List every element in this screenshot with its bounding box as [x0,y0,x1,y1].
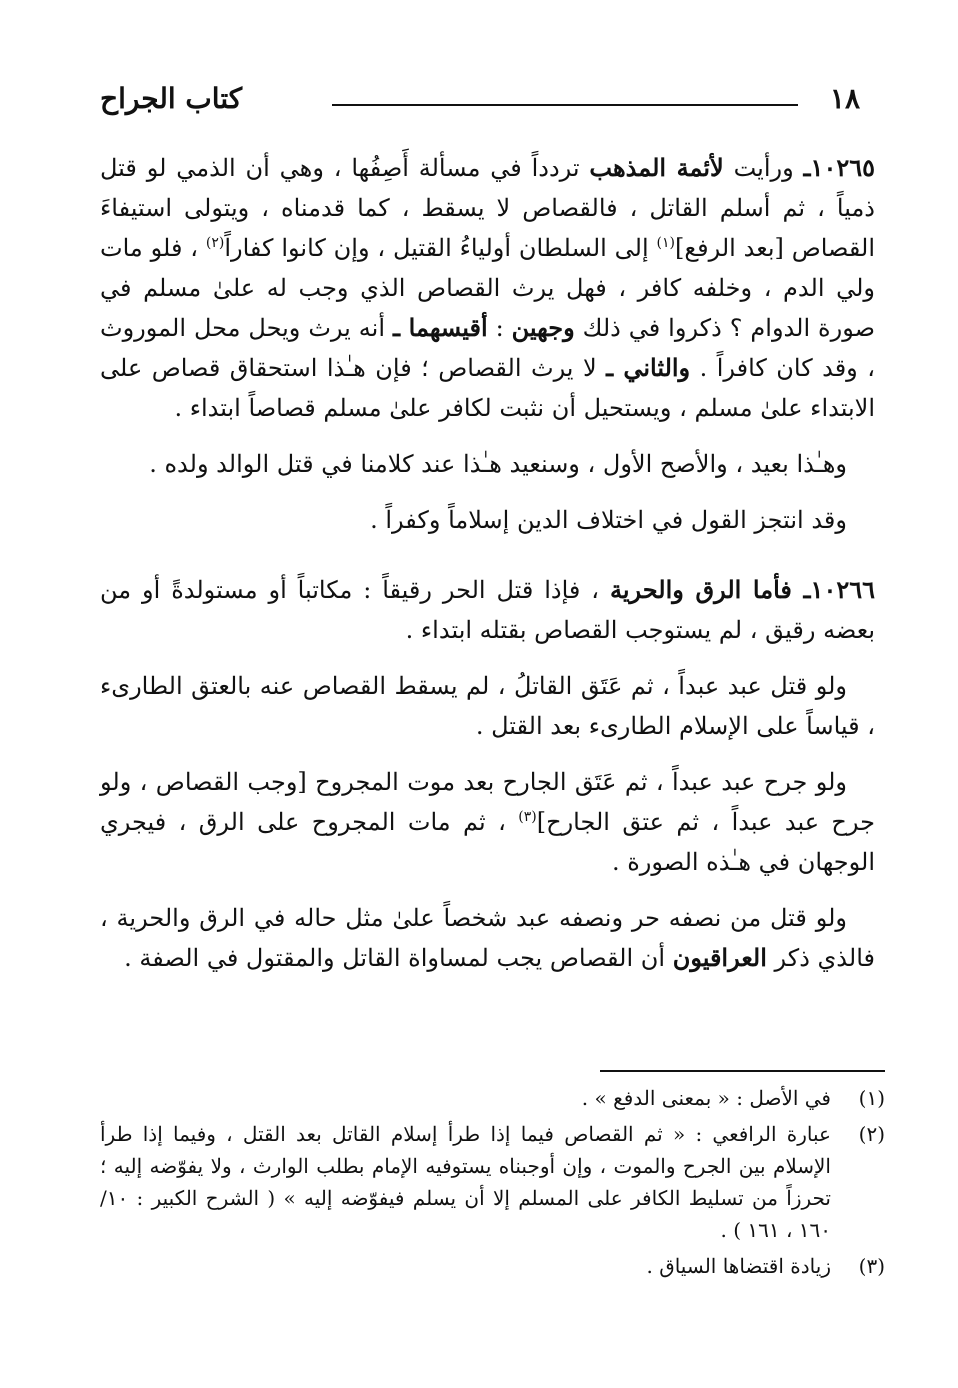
text-run-bold: أقيسهما ـ [392,313,488,342]
footnote-marker: (٢) [858,1122,885,1146]
text-run-bold: والثاني ـ [606,353,691,382]
text-run-bold: لأئمة المذهب [589,153,724,182]
footnotes [100,1082,885,1286]
text-run: لا يرث القصاص ؛ فإن هـٰذا استحقاق قصاص على الابتداء علىٰ مسلم ، ويستحيل أن نثبت لكافر علىٰ مسلم قصاصاً ابتداء . [100,354,875,422]
text-run: ولو جرح عبد عبداً ، ثم عَتَق الجارح بعد موت المجروح [وجب القصاص ، ولو جرح عبد عبداً ، ثم عتق الجارح] [100,768,875,836]
footnote-text: في الأصل : « بمعنى الدفع » . [581,1086,831,1110]
text-run-bold: وجهين [511,313,575,342]
footnote-marker: (١) [858,1086,885,1110]
footnote-ref-2[interactable]: (٢) [205,235,225,251]
paragraph-number: ١٠٢٦٥ـ [803,153,875,182]
paragraph-10266 [100,570,875,650]
footnote-3 [100,1250,885,1282]
footnote-text: زيادة اقتضاها السياق . [646,1254,831,1278]
page-header [100,80,860,130]
paragraph-10265 [100,148,875,428]
page-number: ١٨ [829,82,860,115]
footnote-ref-1[interactable]: (١) [656,235,675,251]
text-run-bold: فأما الرق والحرية [609,575,804,604]
footnote-separator [600,1070,885,1072]
main-text [100,148,875,978]
text-run: ولو قتل من نصفه حر ونصفه عبد شخصاً علىٰ مثل حاله في الرق والحرية ، فالذي ذكر [100,904,875,972]
text-run: تردداً في مسألة أَصِفُها ، وهي أن الذمي لو قتل ذمياً ، ثم أسلم القاتل ، فالقصاص لا يسقط ، كما قدمناه ، ويتولى استيفاءَ القصاص [بعد الرفع] [100,154,875,262]
text-run: ، فلو مات ولي الدم ، وخلفه كافر ، فهل يرث القصاص الذي وجب له علىٰ مسلم في صورة الدوام ؟ ذكروا في ذلك [100,234,875,342]
footnote-ref-3[interactable]: (٣) [518,809,537,825]
footnote-text: عبارة الرافعي : « ثم القصاص فيما إذا طرأ إسلام القاتل بعد القتل ، وفيما إذا طرأ الإسلام بين الجرح والموت ، وإن أوجبناه يستوفيه الإمام بطلب الوارث ، ولا يفوّضه إليه ؛ تحرزاً من تسليط الكافر على المسلم إلا أن يسلم فيفوّضه إليه » ( الشرح الكبير : ١٠/ ١٦٠ ، ١٦١ ) . [100,1122,831,1242]
text-run: أنه يرث ويحل محل الموروث ، وقد كان كافراً . [100,314,875,382]
text-run-bold: العراقيون [672,943,767,972]
text-run: ، فإذا قتل الحر رقيقاً : مكاتباً أو مستولدةً أو من بعضه رقيق ، لم يستوجب القصاص بقتله ابتداء . [100,576,875,644]
paragraph: ولو قتل عبد عبداً ، ثم عَتَق القاتلُ ، لم يسقط القصاص عنه بالعتق الطارىء ، قياساً على الإسلام الطارىء بعد القتل . [100,672,875,740]
paragraph-number: ١٠٢٦٦ـ [803,575,875,604]
paragraph [100,898,875,978]
footnote-marker: (٣) [858,1254,885,1278]
paragraph: وقد انتجز القول في اختلاف الدين إسلاماً وكفراً . [370,506,847,534]
paragraph: وهـٰذا بعيد ، والأصح الأول ، وسنعيد هـٰذا عند كلامنا في قتل الوالد ولده . [149,450,847,478]
footnote-2 [100,1118,885,1246]
text-run: : [487,314,512,342]
header-rule [332,104,798,106]
paragraph [100,762,875,882]
footnote-1 [100,1082,885,1114]
text-run: إلى السلطان أولياءُ القتيل ، وإن كانوا كفاراً [224,234,657,262]
text-run: ، ثم مات المجروح على الرق ، فيجري الوجهان في هـٰذه الصورة . [100,808,875,876]
text-run: أن القصاص يجب لمساواة القاتل والمقتول في الصفة . [124,944,673,972]
text-run: ورأيت [723,154,804,182]
book-title: كتاب الجراح [100,82,243,115]
